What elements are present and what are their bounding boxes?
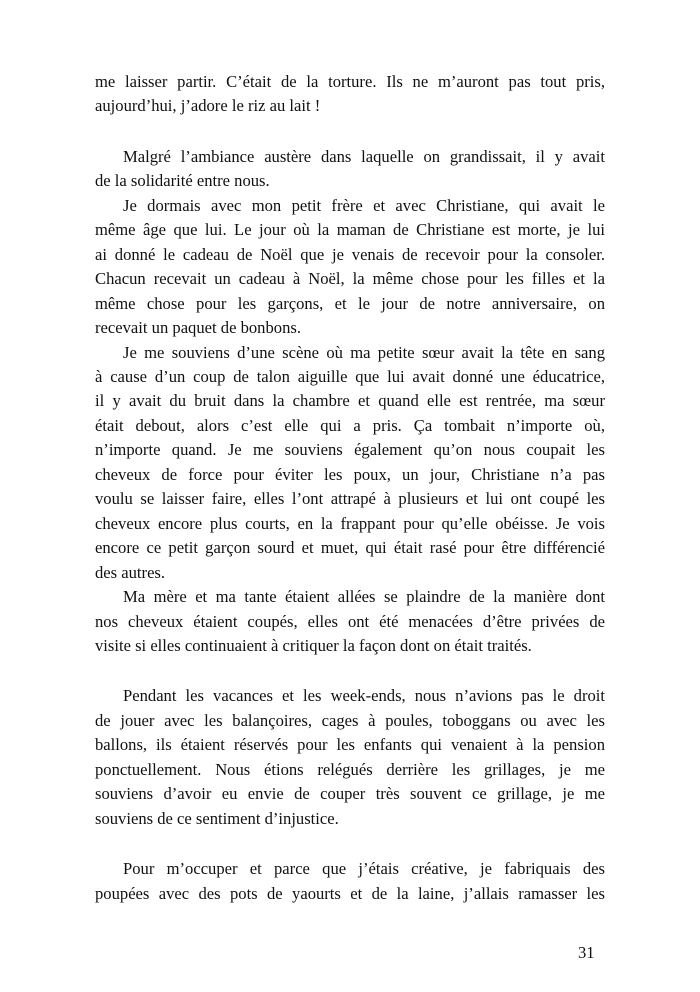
text-line: Pendant les vacances et les week-ends, nous n’avions pas le droit: [123, 686, 605, 706]
text-line: visite si elles continuaient à critiquer la façon dont on était traités.: [95, 635, 532, 655]
text-line: poupées avec des pots de yaourts et de la laine, j’allais ramasser les: [95, 883, 605, 903]
text-line: Je me souviens d’une scène où ma petite sœur avait la tête en sang: [123, 342, 605, 362]
text-line: cheveux encore plus courts, en la frappant pour qu’elle obéisse. Je vois: [95, 513, 605, 533]
text-line: il y avait du bruit dans la chambre et quand elle est rentrée, ma sœur: [95, 391, 605, 411]
paragraph: [95, 857, 605, 906]
text-line: me laisser partir. C’était de la torture. Ils ne m’auront pas tout pris,: [95, 72, 605, 91]
paragraph: [95, 684, 605, 831]
paragraph: [95, 341, 605, 586]
text-line: à cause d’un coup de talon aiguille que lui avait donné une éducatrice,: [95, 366, 605, 386]
paragraph: [95, 145, 605, 194]
page-number: 31: [578, 943, 595, 962]
text-line: ballons, ils étaient réservés pour les enfants qui venaient à la pension: [95, 735, 605, 755]
text-line: même âge que lui. Le jour où la maman de Christiane est morte, je lui: [95, 220, 605, 240]
text-line: cheveux de force pour éviter les poux, un jour, Christiane n’a pas: [95, 464, 605, 484]
text-line: Pour m’occuper et parce que j’étais créative, je fabriquais des: [123, 859, 605, 879]
text-line: encore ce petit garçon sourd et muet, qui était rasé pour être différencié: [95, 538, 605, 558]
text-line: n’importe quand. Je me souviens également qu’on nous coupait les: [95, 440, 605, 460]
text-line: souviens d’avoir eu envie de couper très souvent ce grillage, je me: [95, 784, 605, 804]
text-line: même chose pour les garçons, et le jour de notre anniversaire, on: [95, 293, 605, 313]
text-line: recevait un paquet de bonbons.: [95, 318, 301, 338]
paragraph: [95, 585, 605, 658]
text-line: voulu se laisser faire, elles l’ont attrapé à plusieurs et lui ont coupé les: [95, 489, 605, 509]
text-line: des autres.: [95, 562, 166, 582]
page-body: [95, 70, 605, 906]
text-line: ponctuellement. Nous étions relégués derrière les grillages, je me: [95, 759, 605, 779]
text-line: de jouer avec les balançoires, cages à poules, toboggans ou avec les: [95, 710, 605, 730]
text-line: de la solidarité entre nous.: [95, 171, 270, 191]
text-line: ai donné le cadeau de Noël que je venais de recevoir pour la consoler.: [95, 244, 605, 264]
text-line: souviens de ce sentiment d’injustice.: [95, 808, 339, 828]
text-line: Je dormais avec mon petit frère et avec Christiane, qui avait le: [123, 195, 605, 215]
text-line: aujourd’hui, j’adore le riz au lait !: [95, 96, 321, 116]
text-line: Malgré l’ambiance austère dans laquelle on grandissait, il y avait: [123, 146, 605, 166]
text-line: Ma mère et ma tante étaient allées se plaindre de la manière dont: [123, 587, 605, 607]
paragraph: [95, 70, 605, 119]
text-line: nos cheveux étaient coupés, elles ont été menacées d’être privées de: [95, 611, 605, 631]
text-line: Chacun recevait un cadeau à Noël, la même chose pour les filles et la: [95, 269, 605, 289]
paragraph: [95, 194, 605, 341]
text-line: était debout, alors c’est elle qui a pris. Ça tombait n’importe où,: [95, 415, 605, 435]
